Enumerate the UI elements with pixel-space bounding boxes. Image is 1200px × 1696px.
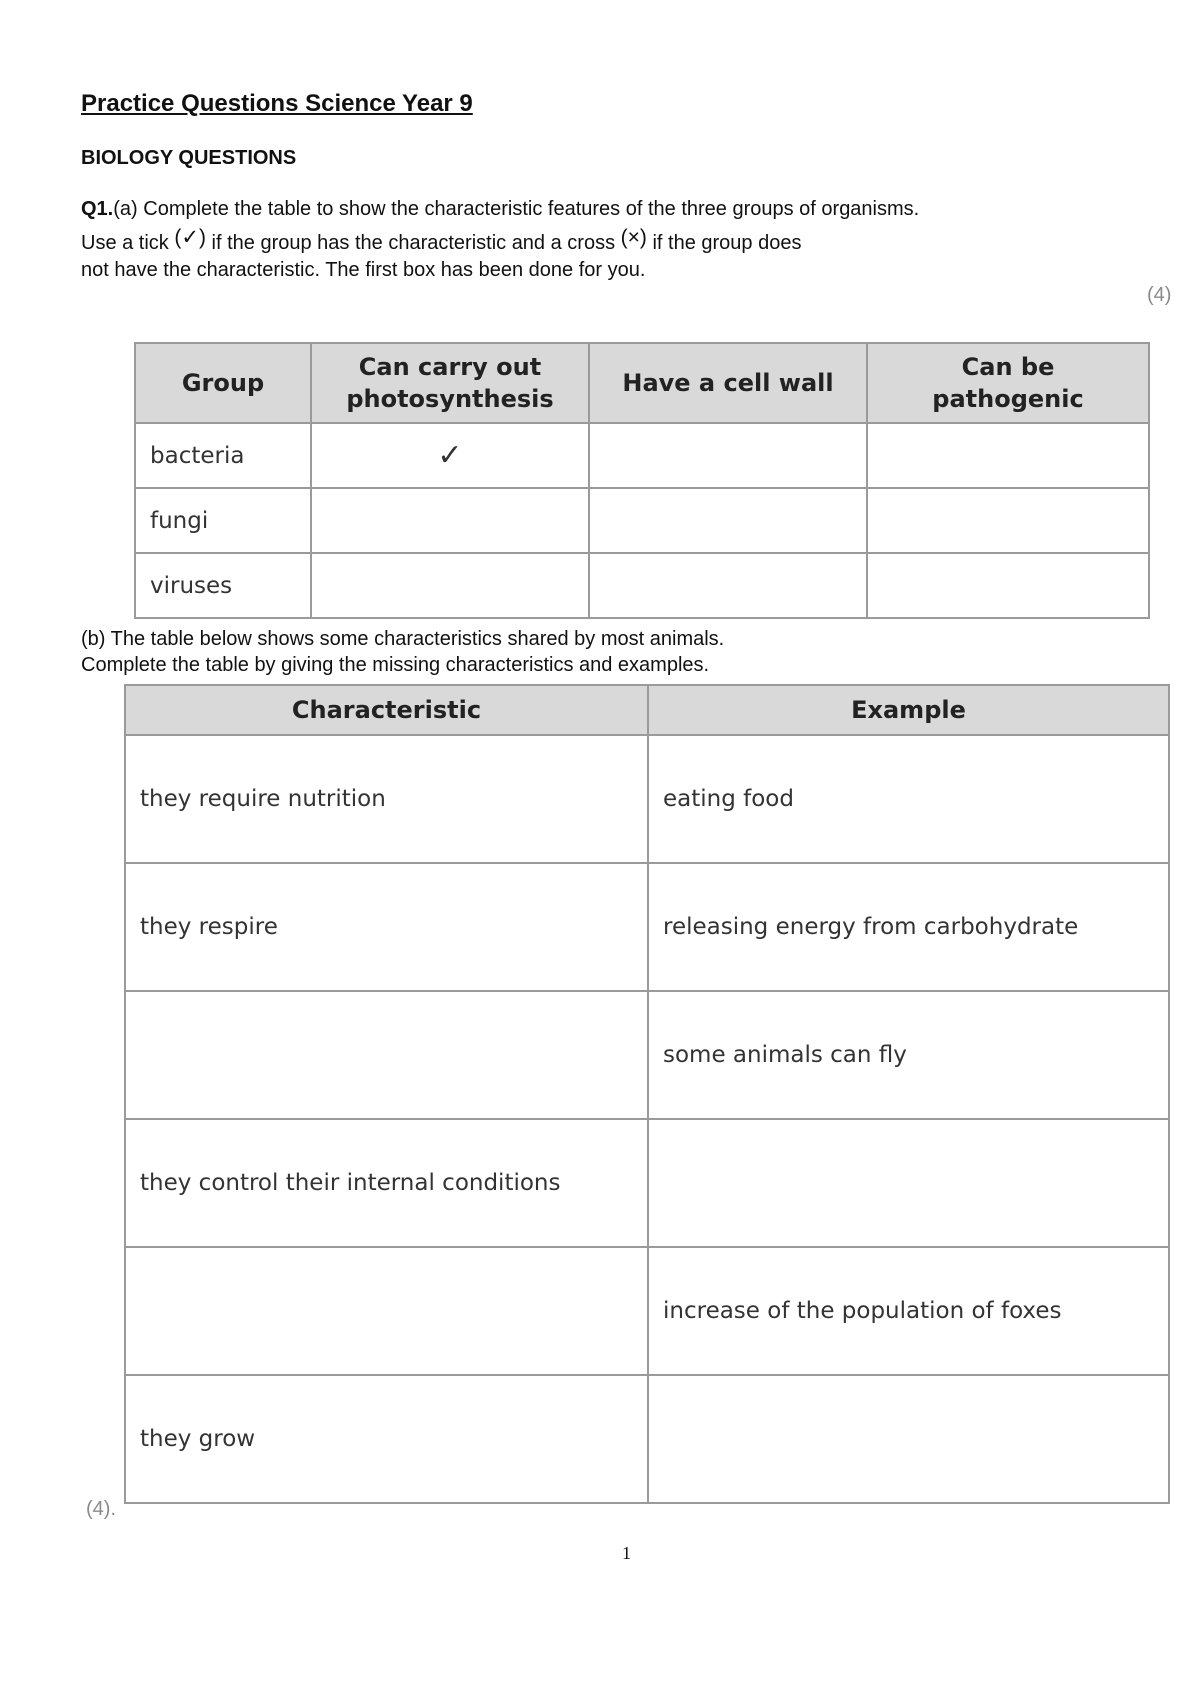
characteristic-cell: they require nutrition [125,735,648,863]
characteristic-answer-cell[interactable] [125,991,648,1119]
example-answer-cell[interactable] [648,1375,1169,1503]
header-photosynthesis: Can carry out photosynthesis [311,343,589,423]
table-row [135,423,1149,488]
example-cell: releasing energy from carbohydrate [648,863,1169,991]
answer-cell[interactable] [867,423,1149,488]
q1-part-a-line2 [81,226,802,255]
table-row [125,863,1169,991]
group-cell: viruses [135,553,311,618]
answer-cell[interactable] [589,423,867,488]
table-header-row [135,343,1149,423]
table-row [125,1119,1169,1247]
answer-cell[interactable] [867,488,1149,553]
table-row [135,553,1149,618]
header-pathogenic: Can be pathogenic [867,343,1149,423]
section-heading: BIOLOGY QUESTIONS [81,147,297,169]
table-row [125,991,1169,1119]
question-number: Q1. [81,198,114,220]
characteristic-cell: they grow [125,1375,648,1503]
example-answer-cell[interactable] [648,1119,1169,1247]
header-cell-wall: Have a cell wall [589,343,867,423]
table-row [125,1247,1169,1375]
answer-cell[interactable] [867,553,1149,618]
table-row [125,735,1169,863]
characteristic-cell: they respire [125,863,648,991]
header-example: Example [648,685,1169,735]
table-row [135,488,1149,553]
header-characteristic: Characteristic [125,685,648,735]
header-group: Group [135,343,311,423]
group-cell: fungi [135,488,311,553]
group-cell: bacteria [135,423,311,488]
table-header-row [125,685,1169,735]
answer-cell[interactable] [311,488,589,553]
table-row [125,1375,1169,1503]
answer-cell[interactable] [589,553,867,618]
page-title: Practice Questions Science Year 9 [81,90,473,117]
tick-symbol: (✓) [174,226,206,249]
characteristic-answer-cell[interactable] [125,1247,648,1375]
part-b-line1: (b) The table below shows some characteristics shared by most animals. [81,628,725,650]
example-cell: some animals can fly [648,991,1169,1119]
answer-cell[interactable]: ✓ [311,423,589,488]
instruction-text: if the group does [652,232,802,254]
characteristics-table [134,342,1150,619]
characteristic-cell: they control their internal conditions [125,1119,648,1247]
q1-part-a-line3: not have the characteristic. The first box has been done for you. [81,259,646,281]
instruction-text: Use a tick [81,232,169,254]
part-a-instruction: (a) Complete the table to show the characteristic features of the three groups of organisms. [113,198,920,220]
example-cell: increase of the population of foxes [648,1247,1169,1375]
animal-characteristics-table [124,684,1170,1504]
answer-cell[interactable] [589,488,867,553]
instruction-text: if the group has the characteristic and a cross [211,232,616,254]
example-cell: eating food [648,735,1169,863]
page-number: 1 [622,1543,631,1563]
part-b-line2: Complete the table by giving the missing characteristics and examples. [81,654,710,676]
answer-cell[interactable] [311,553,589,618]
q1-part-a-line1 [81,198,919,221]
cross-symbol: (×) [620,226,647,249]
marks-part-b: (4). [86,1498,116,1520]
marks-part-a: (4) [1147,284,1172,306]
